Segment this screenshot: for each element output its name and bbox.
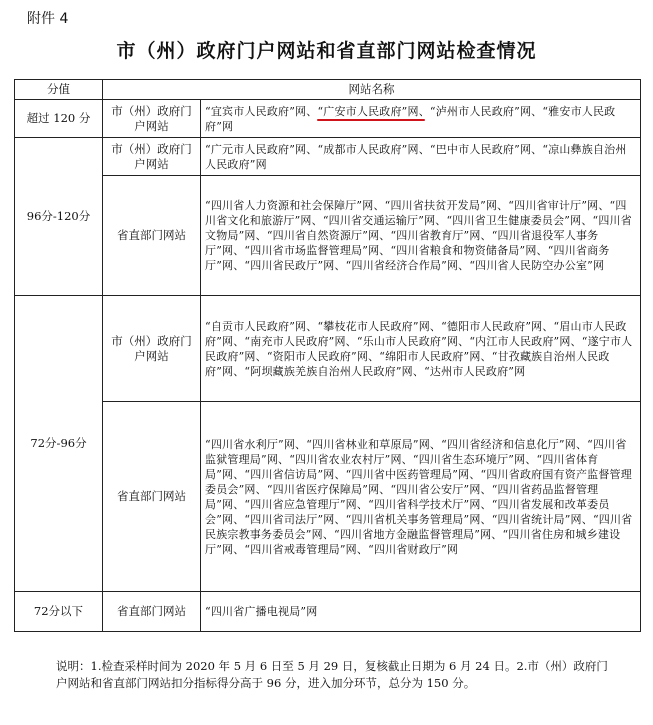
sites-cell xyxy=(201,100,641,138)
inspection-table xyxy=(14,79,641,632)
sites-cell: “四川省人力资源和社会保障厅”网、“四川省扶贫开发局”网、“四川省审计厅”网、“四川省文化和旅游厅”网、“四川省交通运输厅”网、“四川省卫生健康委员会”网、“四川省文物局”网、“四川省自然资源厅”网、“四川省教育厅”网、“四川省退役军人事务厅”网、“四川省市场监督管理局”网、“四川省粮食和物资储备局”网、“四川省商务厅”网、“四川省民政厅”网、“四川省经济合作局”网、“四川省人民防空办公室”网 xyxy=(201,176,641,296)
table-header-row xyxy=(15,80,641,100)
sites-cell: “广元市人民政府”网、“成都市人民政府”网、“巴中市人民政府”网、“凉山彝族自治州人民政府”网 xyxy=(201,138,641,176)
sites-text: 、“泸州市人民政府”网、“雅安市人民政府”网 xyxy=(205,104,616,133)
type-cell: 市（州）政府门户网站 xyxy=(103,100,201,138)
table-row xyxy=(15,592,641,632)
table-row xyxy=(15,138,641,176)
type-cell: 市（州）政府门户网站 xyxy=(103,138,201,176)
score-cell: 96分-120分 xyxy=(15,138,103,296)
score-cell: 72分-96分 xyxy=(15,296,103,592)
type-cell: 省直部门网站 xyxy=(103,402,201,592)
sites-text: “宜宾市人民政府”网、 xyxy=(205,104,318,118)
sites-cell: “四川省广播电视局”网 xyxy=(201,592,641,632)
sites-cell: “四川省水利厅”网、“四川省林业和草原局”网、“四川省经济和信息化厅”网、“四川省监狱管理局”网、“四川省农业农村厅”网、“四川省生态环境厅”网、“四川省体育局”网、“四川省信访局”网、“四川省中医药管理局”网、“四川省政府国有资产监督管理委员会”网、“四川省医疗保障局”网、“四川省公安厅”网、“四川省药品监督管理局”网、“四川省应急管理厅”网、“四川省科学技术厅”网、“四川省发展和改革委员会”网、“四川省司法厅”网、“四川省机关事务管理局”网、“四川省统计局”网、“四川省民族宗教事务委员会”网、“四川省地方金融监督管理局”网、“四川省住房和城乡建设厅”网、“四川省戒毒管理局”网、“四川省财政厅”网 xyxy=(201,402,641,592)
attachment-label: 附件 4 xyxy=(27,11,69,27)
page-title: 市（州）政府门户网站和省直部门网站检查情况 xyxy=(116,40,537,62)
header-score: 分值 xyxy=(15,80,103,100)
table-row xyxy=(15,296,641,402)
highlighted-site: “广安市人民政府”网 xyxy=(317,104,419,118)
table-row xyxy=(15,402,641,592)
table-row xyxy=(15,176,641,296)
score-cell: 超过 120 分 xyxy=(15,100,103,138)
header-sites: 网站名称 xyxy=(103,80,641,100)
score-cell: 72分以下 xyxy=(15,592,103,632)
type-cell: 市（州）政府门户网站 xyxy=(103,296,201,402)
footnote: 说明：1.检查采样时间为 2020 年 5 月 6 日至 5 月 29 日，复核截止日期为 6 月 24 日。2.市（州）政府门户网站和省直部门网站扣分指标得分高于 96 分，进入加分环节，总分为 150 分。 xyxy=(56,659,608,690)
type-cell: 省直部门网站 xyxy=(103,592,201,632)
type-cell: 省直部门网站 xyxy=(103,176,201,296)
table-row xyxy=(15,100,641,138)
sites-cell: “自贡市人民政府”网、“攀枝花市人民政府”网、“德阳市人民政府”网、“眉山市人民政府”网、“南充市人民政府”网、“乐山市人民政府”网、“内江市人民政府”网、“遂宁市人民政府”网、“资阳市人民政府”网、“绵阳市人民政府”网、“甘孜藏族自治州人民政府”网、“阿坝藏族羌族自治州人民政府”网、“达州市人民政府”网 xyxy=(201,296,641,402)
